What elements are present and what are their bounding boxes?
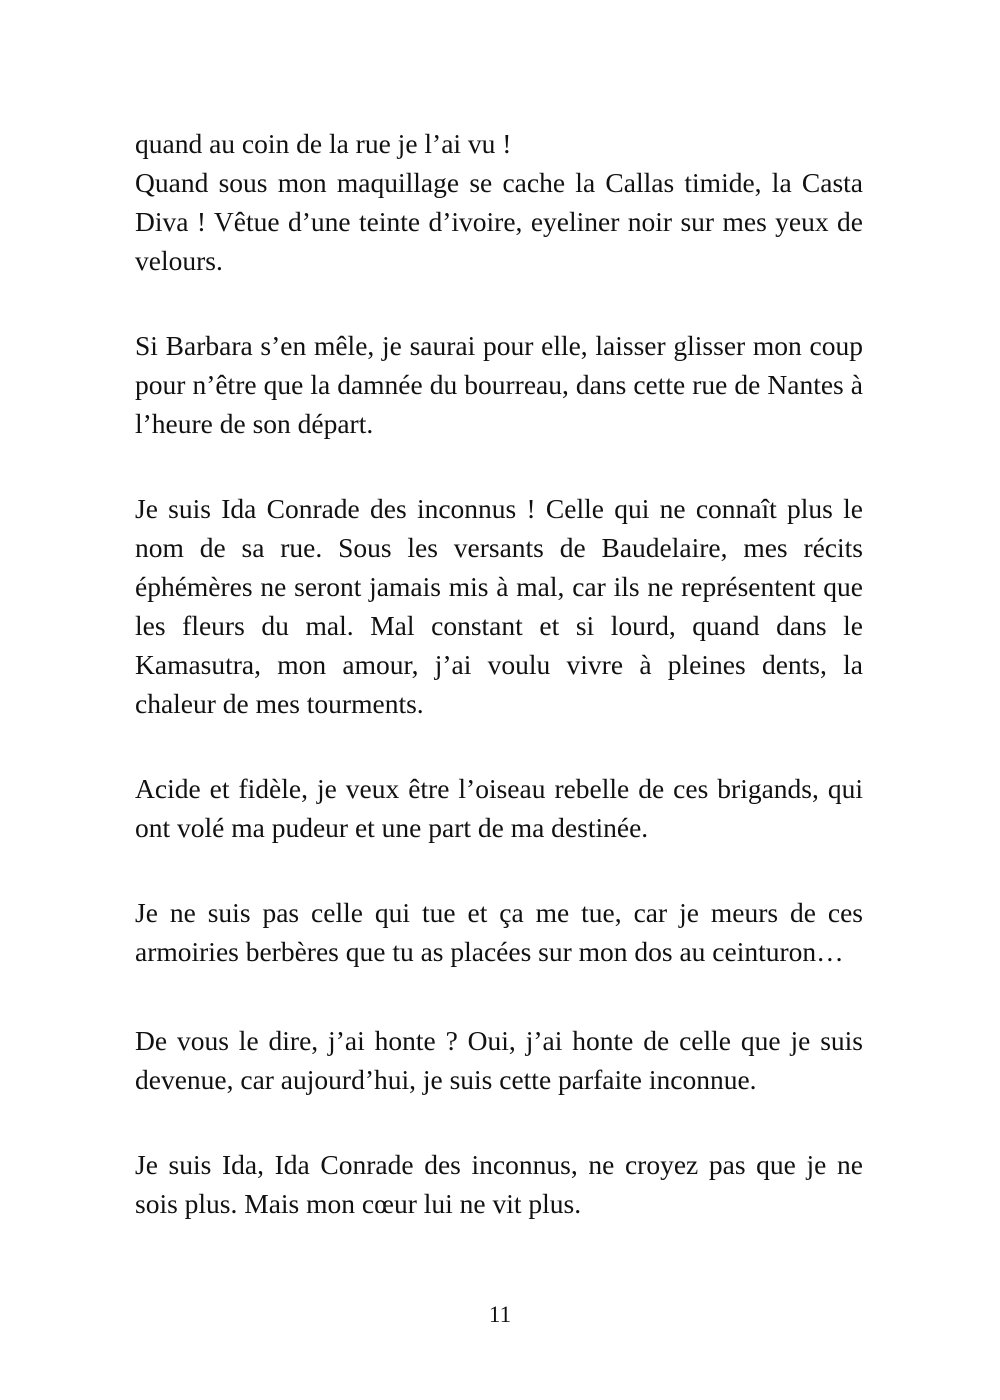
- paragraph-2: Quand sous mon maquillage se cache la Callas timide, la Casta Diva ! Vêtue d’une teinte d’ivoire, eyeliner noir sur mes yeux de velours.: [135, 167, 863, 276]
- page-number: 11: [488, 1302, 512, 1327]
- paragraph-3: Si Barbara s’en mêle, je saurai pour elle, laisser glisser mon coup pour n’être que la damnée du bourreau, dans cette rue de Nantes à l’heure de son départ.: [135, 330, 863, 439]
- body-text: [135, 124, 863, 1223]
- paragraph-6: Je ne suis pas celle qui tue et ça me tue, car je meurs de ces armoiries berbères que tu as placées sur mon dos au ceinturon…: [135, 897, 863, 967]
- paragraph-4: Je suis Ida Conrade des inconnus ! Celle qui ne connaît plus le nom de sa rue. Sous les versants de Baudelaire, mes récits éphémères ne seront jamais mis à mal, car ils ne représentent que les fleurs du mal. Mal constant et si lourd, quand dans le Kamasutra, mon amour, j’ai voulu vivre à pleines dents, la chaleur de mes tourments.: [135, 493, 863, 719]
- paragraph-7: De vous le dire, j’ai honte ? Oui, j’ai honte de celle que je suis devenue, car aujourd’hui, je suis cette parfaite inconnue.: [135, 1025, 863, 1095]
- paragraph-5: Acide et fidèle, je veux être l’oiseau rebelle de ces brigands, qui ont volé ma pudeur et une part de ma destinée.: [135, 773, 863, 843]
- paragraph-1: quand au coin de la rue je l’ai vu !: [135, 128, 512, 159]
- paragraph-8: Je suis Ida, Ida Conrade des inconnus, ne croyez pas que je ne sois plus. Mais mon cœur lui ne vit plus.: [135, 1149, 863, 1219]
